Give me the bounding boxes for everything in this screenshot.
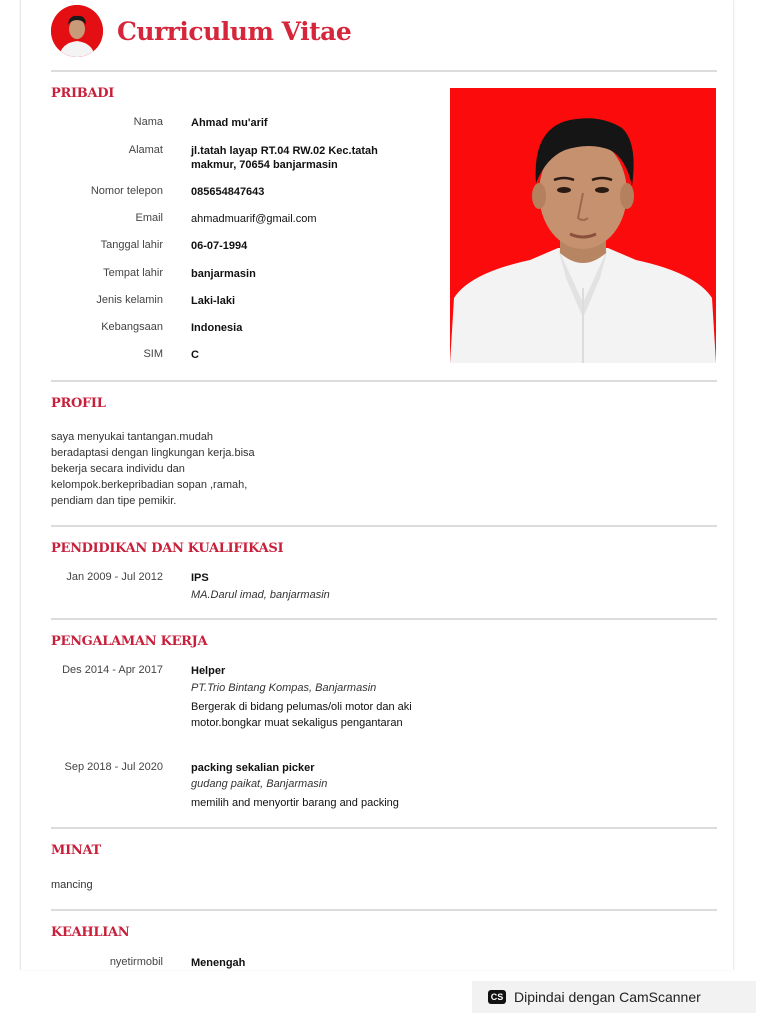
experience-place: PT.Trio Bintang Kompas, Banjarmasin [191, 682, 377, 694]
avatar-portrait-icon [51, 5, 103, 57]
personal-label: Jenis kelamin [96, 294, 163, 306]
personal-label: Email [135, 212, 163, 224]
avatar [51, 5, 103, 57]
divider [51, 380, 717, 382]
divider [51, 618, 717, 620]
skill-level: Menengah [191, 957, 246, 969]
experience-desc: Bergerak di bidang pelumas/oli motor dan aki motor.bongkar muat sekaligus pengantaran [191, 701, 412, 729]
divider [51, 70, 717, 72]
section-title-profil: PROFIL [51, 396, 106, 411]
page-title: Curriculum Vitae [117, 16, 352, 46]
portrait-photo-icon [450, 88, 716, 363]
experience-role: Helper [191, 665, 226, 677]
personal-label: SIM [143, 348, 163, 360]
divider [51, 827, 717, 829]
personal-label: Nama [133, 116, 163, 128]
personal-value: Indonesia [191, 322, 243, 334]
camscanner-watermark [472, 981, 756, 1013]
personal-label: Kebangsaan [101, 321, 163, 333]
experience-place: gudang paikat, Banjarmasin [191, 778, 328, 790]
interest-text: mancing [51, 879, 93, 891]
personal-value: 085654847643 [191, 186, 265, 198]
skill-name: nyetirmobil [109, 956, 163, 968]
section-title-pendidikan: PENDIDIKAN DAN KUALIFIKASI [51, 541, 284, 556]
section-title-pengalaman: PENGALAMAN KERJA [51, 634, 208, 649]
section-title-minat: MINAT [51, 843, 101, 858]
personal-value: ahmadmuarif@gmail.com [191, 213, 317, 225]
experience-period: Sep 2018 - Jul 2020 [64, 761, 163, 773]
personal-value: Laki-laki [191, 295, 236, 307]
education-place: MA.Darul imad, banjarmasin [191, 589, 330, 601]
section-title-keahlian: KEAHLIAN [51, 925, 130, 940]
education-period: Jan 2009 - Jul 2012 [66, 571, 163, 583]
experience-desc: memilih and menyortir barang and packing [191, 797, 399, 809]
personal-value: banjarmasin [191, 268, 256, 280]
cv-sheet [20, 0, 734, 970]
personal-value: 06-07-1994 [191, 240, 248, 252]
personal-value: Ahmad mu'arif [191, 117, 268, 129]
cv-header [51, 6, 351, 56]
section-title-pribadi: PRIBADI [51, 86, 114, 101]
divider [51, 909, 717, 911]
watermark-text: Dipindai dengan CamScanner [514, 989, 701, 1005]
personal-label: Tempat lahir [103, 267, 163, 279]
personal-value: jl.tatah layap RT.04 RW.02 Kec.tatah makmur, 70654 banjarmasin [191, 145, 378, 171]
education-name: IPS [191, 572, 209, 584]
personal-label: Alamat [128, 144, 163, 156]
experience-role: packing sekalian picker [191, 762, 315, 774]
divider [51, 525, 717, 527]
camscanner-logo-icon: CS [488, 990, 506, 1004]
experience-period: Des 2014 - Apr 2017 [62, 664, 163, 676]
personal-label: Nomor telepon [90, 185, 163, 197]
profile-text: saya menyukai tantangan.mudah beradaptasi dengan lingkungan kerja.bisa bekerja secara individu dan kelompok.berkepribadian sopan ,ramah, pendiam dan tipe pemikir. [51, 431, 255, 507]
profile-photo [450, 88, 716, 363]
personal-value: C [191, 349, 199, 361]
personal-label: Tanggal lahir [100, 239, 163, 251]
